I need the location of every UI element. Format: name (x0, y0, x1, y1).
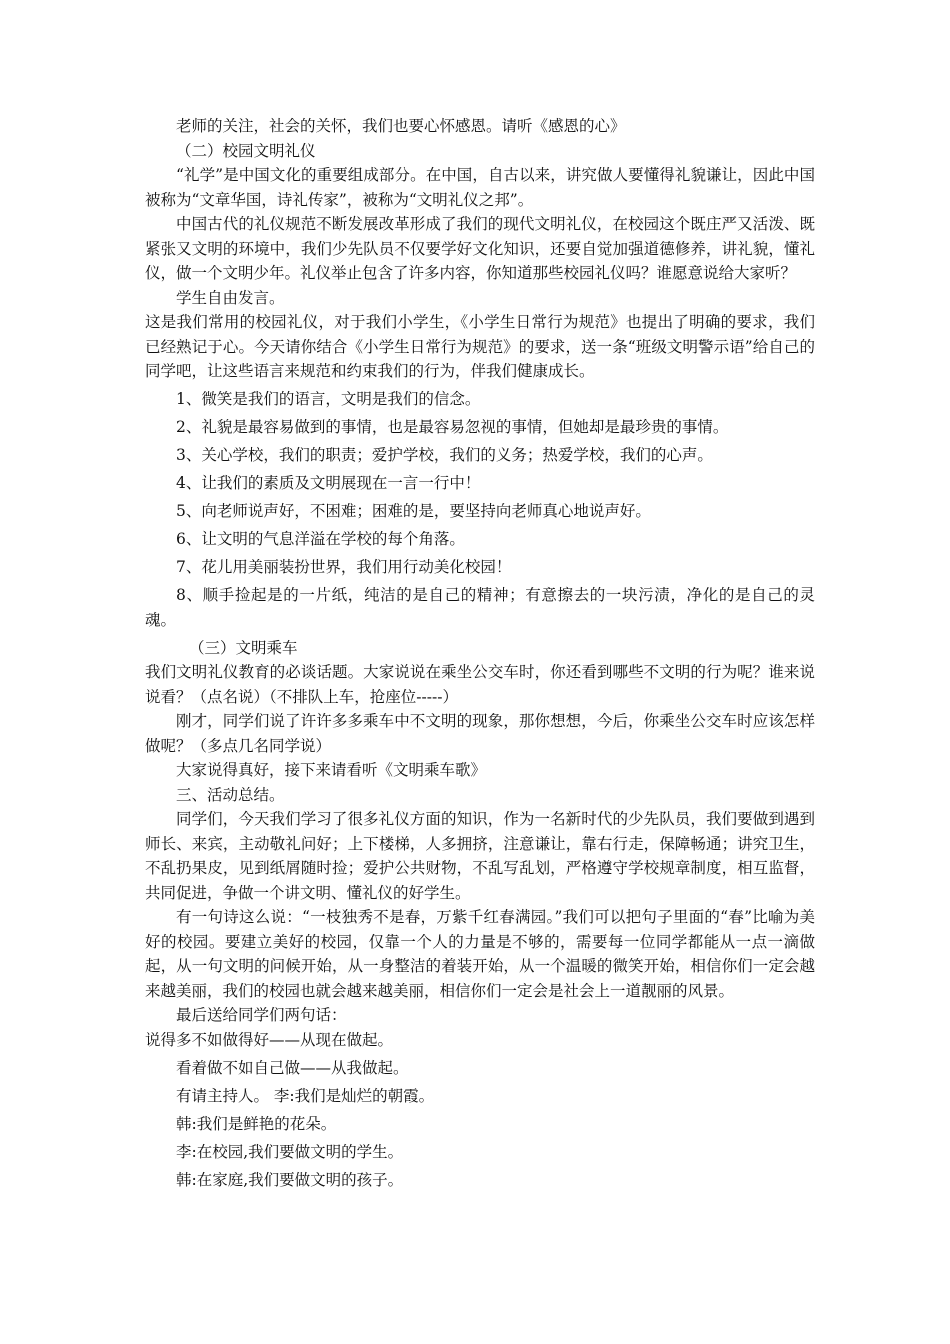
paragraph: 刚才，同学们说了许许多多乘车中不文明的现象，那你想想，今后，你乘坐公交车时应该怎样做呢？（多点几名同学说） (145, 712, 815, 755)
paragraph: 学生自由发言。 (176, 288, 285, 307)
paragraph: 最后送给同学们两句话： (176, 1006, 347, 1024)
list-item: 1、微笑是我们的语言，文明是我们的信念。 (176, 390, 481, 408)
paragraph: 同学们，今天我们学习了很多礼仪方面的知识，作为一名新时代的少先队员，我们要做到遇到师长、来宾，主动敬礼问好；上下楼梯，人多拥挤，注意谦让，靠右行走，保障畅通；讲究卫生，不乱扔果皮，见到纸屑随时捡；爱护公共财物，不乱写乱划，严格遵守学校规章制度，相互监督，共同促进，争做一个讲文明、懂礼仪的好学生。 (145, 810, 815, 902)
paragraph: 说得多不如做得好——从现在做起。 (145, 1030, 394, 1049)
list-item: 2、礼貌是最容易做到的事情，也是最容易忽视的事情，但她却是最珍贵的事情。 (176, 418, 729, 436)
section-heading: （二）校园文明礼仪 (176, 141, 316, 160)
list-item: 3、关心学校，我们的职责；爱护学校，我们的义务；热爱学校，我们的心声。 (176, 446, 713, 464)
dialogue-line: 有请主持人。 李:我们是灿烂的朝霞。 (176, 1086, 435, 1105)
paragraph: 老师的关注，社会的关怀，我们也要心怀感恩。请听《感恩的心》 (176, 117, 626, 135)
list-item: 7、花儿用美丽装扮世界，我们用行动美化校园！ (176, 558, 512, 576)
list-item: 4、让我们的素质及文明展现在一言一行中！ (176, 474, 481, 492)
paragraph: 中国古代的礼仪规范不断发展改革形成了我们的现代文明礼仪，在校园这个既庄严又活泼、既紧张又文明的环境中，我们少先队员不仅要学好文化知识，还要自觉加强道德修养，讲礼貌，懂礼仪，做一个文明少年。礼仪举止包含了许多内容，你知道那些校园礼仪吗？谁愿意说给大家听？ (145, 215, 815, 282)
list-item: 5、向老师说声好，不困难；困难的是，要坚持向老师真心地说声好。 (176, 502, 651, 520)
paragraph: 大家说得真好，接下来请看听《文明乘车歌》 (176, 761, 487, 779)
paragraph: “礼学”是中国文化的重要组成部分。在中国，自古以来，讲究做人要懂得礼貌谦让，因此中国被称为“文章华国，诗礼传家”，被称为“文明礼仪之邦”。 (145, 166, 815, 209)
list-item: 6、让文明的气息洋溢在学校的每个角落。 (176, 530, 465, 548)
section-heading: 三、活动总结。 (176, 785, 285, 804)
dialogue-line: 韩:我们是鲜艳的花朵。 (176, 1114, 337, 1133)
paragraph: 有一句诗这么说：“一枝独秀不是春，万紫千红春满园。”我们可以把句子里面的“春”比喻为美好的校园。要建立美好的校园，仅靠一个人的力量是不够的，需要每一位同学都能从一点一滴做起，从一句文明的问候开始，从一身整洁的着装开始，从一个温暖的微笑开始，相信你们一定会越来越美丽，我们的校园也就会越来越美丽，相信你们一定会是社会上一道靓丽的风景。 (145, 908, 815, 1000)
paragraph: 看着做不如自己做——从我做起。 (176, 1058, 409, 1077)
dialogue-line: 韩:在家庭,我们要做文明的孩子。 (176, 1170, 404, 1189)
document-body (145, 114, 815, 1192)
list-item: 8、顺手捡起是的一片纸，纯洁的是自己的精神；有意擦去的一块污渍，净化的是自己的灵魂。 (145, 586, 815, 629)
paragraph: 这是我们常用的校园礼仪，对于我们小学生，《小学生日常行为规范》也提出了明确的要求，我们已经熟记于心。今天请你结合《小学生日常行为规范》的要求，送一条“班级文明警示语”给自己的同学吧，让这些语言来规范和约束我们的行为，伴我们健康成长。 (145, 313, 815, 380)
dialogue-line: 李:在校园,我们要做文明的学生。 (176, 1142, 404, 1161)
section-heading: （三）文明乘车 (189, 638, 298, 657)
paragraph: 我们文明礼仪教育的必谈话题。大家说说在乘坐公交车时，你还看到哪些不文明的行为呢？谁来说说看？（点名说）（不排队上车，抢座位-----） (145, 663, 815, 706)
